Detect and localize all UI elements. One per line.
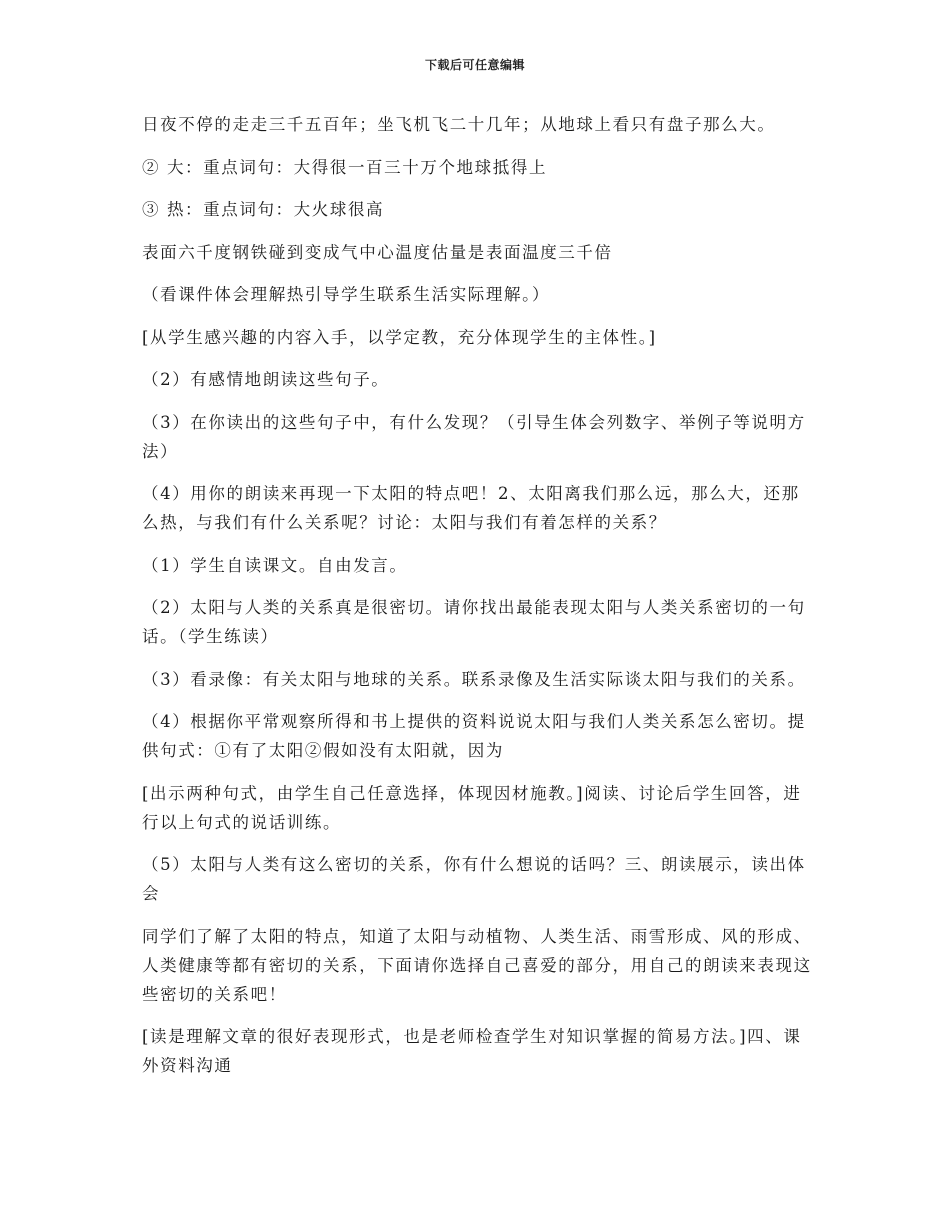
paragraph: （2）有感情地朗读这些句子。 bbox=[142, 370, 390, 389]
paragraph: （4）用你的朗读来再现一下太阳的特点吧！2、太阳离我们那么远，那么大，还那么热，与我们有什么关系呢？讨论：太阳与我们有着怎样的关系？ bbox=[142, 484, 800, 532]
page-header: 下载后可任意编辑 bbox=[424, 58, 525, 72]
paragraph: 日夜不停的走走三千五百年；坐飞机飞二十几年；从地球上看只有盘子那么大。 bbox=[142, 115, 776, 134]
paragraph: 表面六千度钢铁碰到变成气中心温度估量是表面温度三千倍 bbox=[142, 242, 613, 262]
paragraph: [读是理解文章的很好表现形式，也是老师检查学生对知识掌握的简易方法。]四、课外资料沟通 bbox=[142, 1027, 802, 1075]
paragraph: [出示两种句式，由学生自己任意选择，体现因材施教。]阅读、讨论后学生回答，进行以上句式的说话训练。 bbox=[142, 783, 802, 832]
paragraph: （2）太阳与人类的关系真是很密切。请你找出最能表现太阳与人类关系密切的一句话。（学生练读） bbox=[142, 598, 806, 646]
paragraph: 同学们了解了太阳的特点，知道了太阳与动植物、人类生活、雨雪形成、风的形成、人类健康等都有密切的关系，下面请你选择自己喜爱的部分，用自己的朗读来表现这些密切的关系吧！ bbox=[142, 926, 812, 1004]
paragraph: （1）学生自读课文。自由发言。 bbox=[142, 555, 408, 575]
document-body bbox=[142, 110, 812, 1094]
paragraph: ② 大：重点词句：大得很一百三十万个地球抵得上 bbox=[142, 157, 548, 177]
paragraph: ③ 热：重点词句：大火球很高 bbox=[142, 200, 385, 219]
paragraph: （看课件体会理解热引导学生联系生活实际理解。） bbox=[142, 285, 551, 304]
paragraph: （5）太阳与人类有这么密切的关系，你有什么想说的话吗？三、朗读展示，读出体会 bbox=[142, 855, 806, 903]
paragraph: [从学生感兴趣的内容入手，以学定教，充分体现学生的主体性。] bbox=[142, 327, 657, 347]
paragraph: （4）根据你平常观察所得和书上提供的资料说说太阳与我们人类关系怎么密切。提供句式：①有了太阳②假如没有太阳就，因为 bbox=[142, 712, 806, 760]
paragraph: （3）在你读出的这些句子中，有什么发现？（引导生体会列数字、举例子等说明方法） bbox=[142, 412, 806, 461]
paragraph: （3）看录像：有关太阳与地球的关系。联系录像及生活实际谈太阳与我们的关系。 bbox=[142, 669, 806, 689]
